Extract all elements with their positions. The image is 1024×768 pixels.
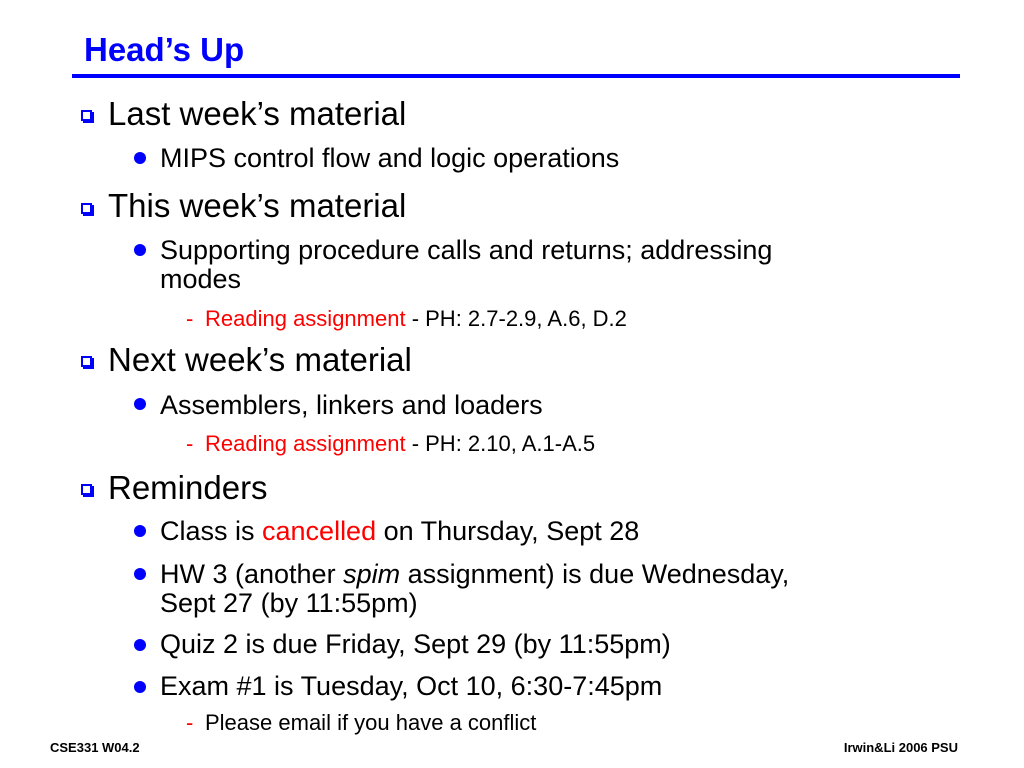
footer-credit: Irwin&Li 2006 PSU — [843, 740, 958, 755]
dash-bullet-icon: - — [186, 431, 194, 456]
footer-course-code: CSE331 W04.2 — [50, 740, 140, 755]
item-hw3-line2: Sept 27 (by 11:55pm) — [160, 588, 418, 618]
dot-bullet-icon — [134, 568, 146, 580]
box-bullet-icon — [81, 356, 92, 367]
dot-bullet-icon — [134, 681, 146, 693]
text-fragment: assignment) is due Wednesday, — [400, 559, 790, 589]
item-assemblers: Assemblers, linkers and loaders — [160, 390, 543, 420]
item-procedure-calls-line2: modes — [160, 264, 242, 294]
reading-assignment-next-week — [205, 431, 595, 457]
reading-assignment-label: Reading assignment — [205, 431, 406, 456]
dot-bullet-icon — [134, 639, 146, 651]
dot-bullet-icon — [134, 152, 146, 164]
item-procedure-calls-line1: Supporting procedure calls and returns; addressing — [160, 235, 773, 265]
reading-assignment-label: Reading assignment — [205, 306, 406, 331]
item-email-conflict: Please email if you have a conflict — [205, 710, 537, 735]
section-heading-last-week: Last week’s material — [108, 95, 407, 132]
box-bullet-icon — [81, 110, 92, 121]
slide-title: Head’s Up — [84, 31, 245, 68]
item-hw3-line1 — [160, 559, 789, 589]
spim-italic: spim — [343, 559, 401, 589]
text-fragment: Class is — [160, 516, 263, 546]
reading-assignment-pages: - PH: 2.7-2.9, A.6, D.2 — [405, 306, 627, 331]
reading-assignment-this-week — [205, 306, 627, 332]
dot-bullet-icon — [134, 244, 146, 256]
cancelled-highlight: cancelled — [262, 516, 377, 546]
dash-bullet-icon: - — [186, 710, 194, 735]
dot-bullet-icon — [134, 525, 146, 537]
reading-assignment-pages: - PH: 2.10, A.1-A.5 — [405, 431, 596, 456]
title-underline — [72, 74, 960, 78]
box-bullet-icon — [81, 203, 92, 214]
text-fragment: HW 3 (another — [160, 559, 344, 589]
section-heading-next-week: Next week’s material — [108, 341, 412, 378]
item-quiz2: Quiz 2 is due Friday, Sept 29 (by 11:55pm) — [160, 629, 671, 659]
section-heading-reminders: Reminders — [108, 469, 268, 506]
section-heading-this-week: This week’s material — [108, 187, 407, 224]
dot-bullet-icon — [134, 398, 146, 410]
item-class-cancelled — [160, 516, 639, 546]
box-bullet-icon — [81, 484, 92, 495]
item-mips-control-flow: MIPS control flow and logic operations — [160, 143, 620, 173]
dash-bullet-icon: - — [186, 306, 194, 331]
text-fragment: on Thursday, Sept 28 — [376, 516, 640, 546]
item-exam1: Exam #1 is Tuesday, Oct 10, 6:30-7:45pm — [160, 671, 663, 701]
